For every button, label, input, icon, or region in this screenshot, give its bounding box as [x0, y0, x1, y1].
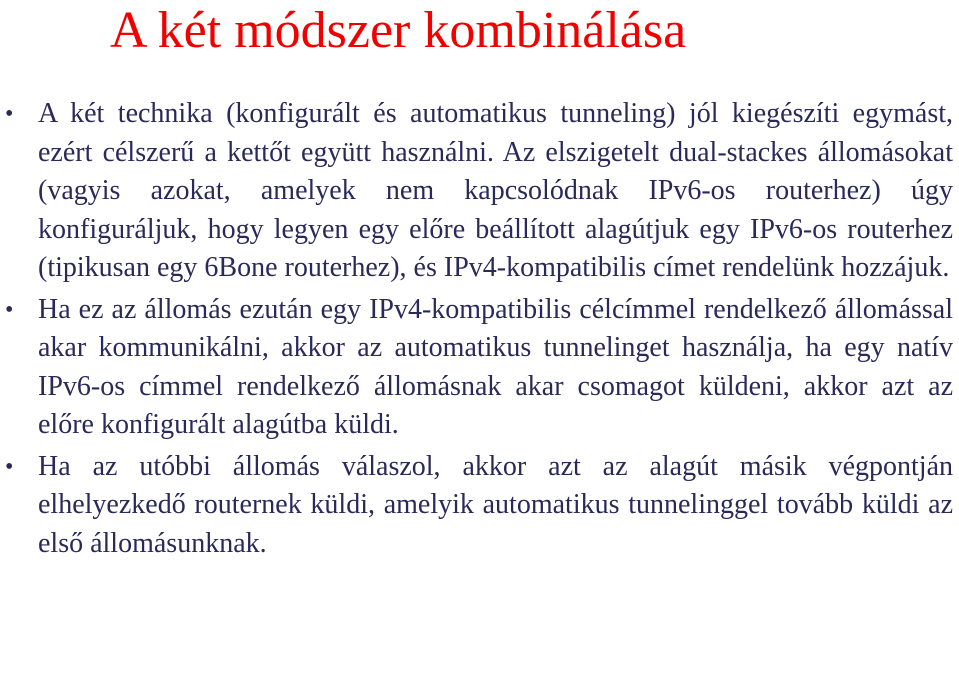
bullet-text-1: A két technika (konfigurált és automatikus tunneling) jól kiegészíti egymást, ezért célszerű a kettőt együtt használni. Az elszigetelt dual-stackes állomásokat (vagyis azokat, amelyek nem kapcsolódnak IPv6-os routerhez) úgy konfiguráljuk, hogy legyen egy előre beállított alagútjuk egy IPv6-os routerhez (tipikusan egy 6Bone routerhez), és IPv4-kompatibilis címet rendelünk hozzájuk. [38, 98, 953, 283]
bullet-dot-icon: • [5, 453, 14, 480]
bullet-dot-icon: • [5, 296, 14, 323]
bullet-list [0, 95, 959, 563]
bullet-item-2 [0, 291, 959, 445]
bullet-item-1 [0, 95, 959, 288]
bullet-item-3 [0, 448, 959, 564]
slide-title: A két módszer kombinálása [110, 2, 687, 59]
bullet-text-3: Ha az utóbbi állomás válaszol, akkor azt az alagút másik végpontján elhelyezkedő routernek küldi, amelyik automatikus tunnelinggel tovább küldi az első állomásunknak. [38, 450, 953, 559]
bullet-dot-icon: • [5, 101, 14, 127]
bullet-text-2: Ha ez az állomás ezután egy IPv4-kompatibilis célcímmel rendelkező állomással akar kommunikálni, akkor az automatikus tunnelinget használja, ha egy natív IPv6-os címmel rendelkező állomásnak akar csomagot küldeni, akkor azt az előre konfigurált alagútba küldi. [38, 293, 953, 440]
